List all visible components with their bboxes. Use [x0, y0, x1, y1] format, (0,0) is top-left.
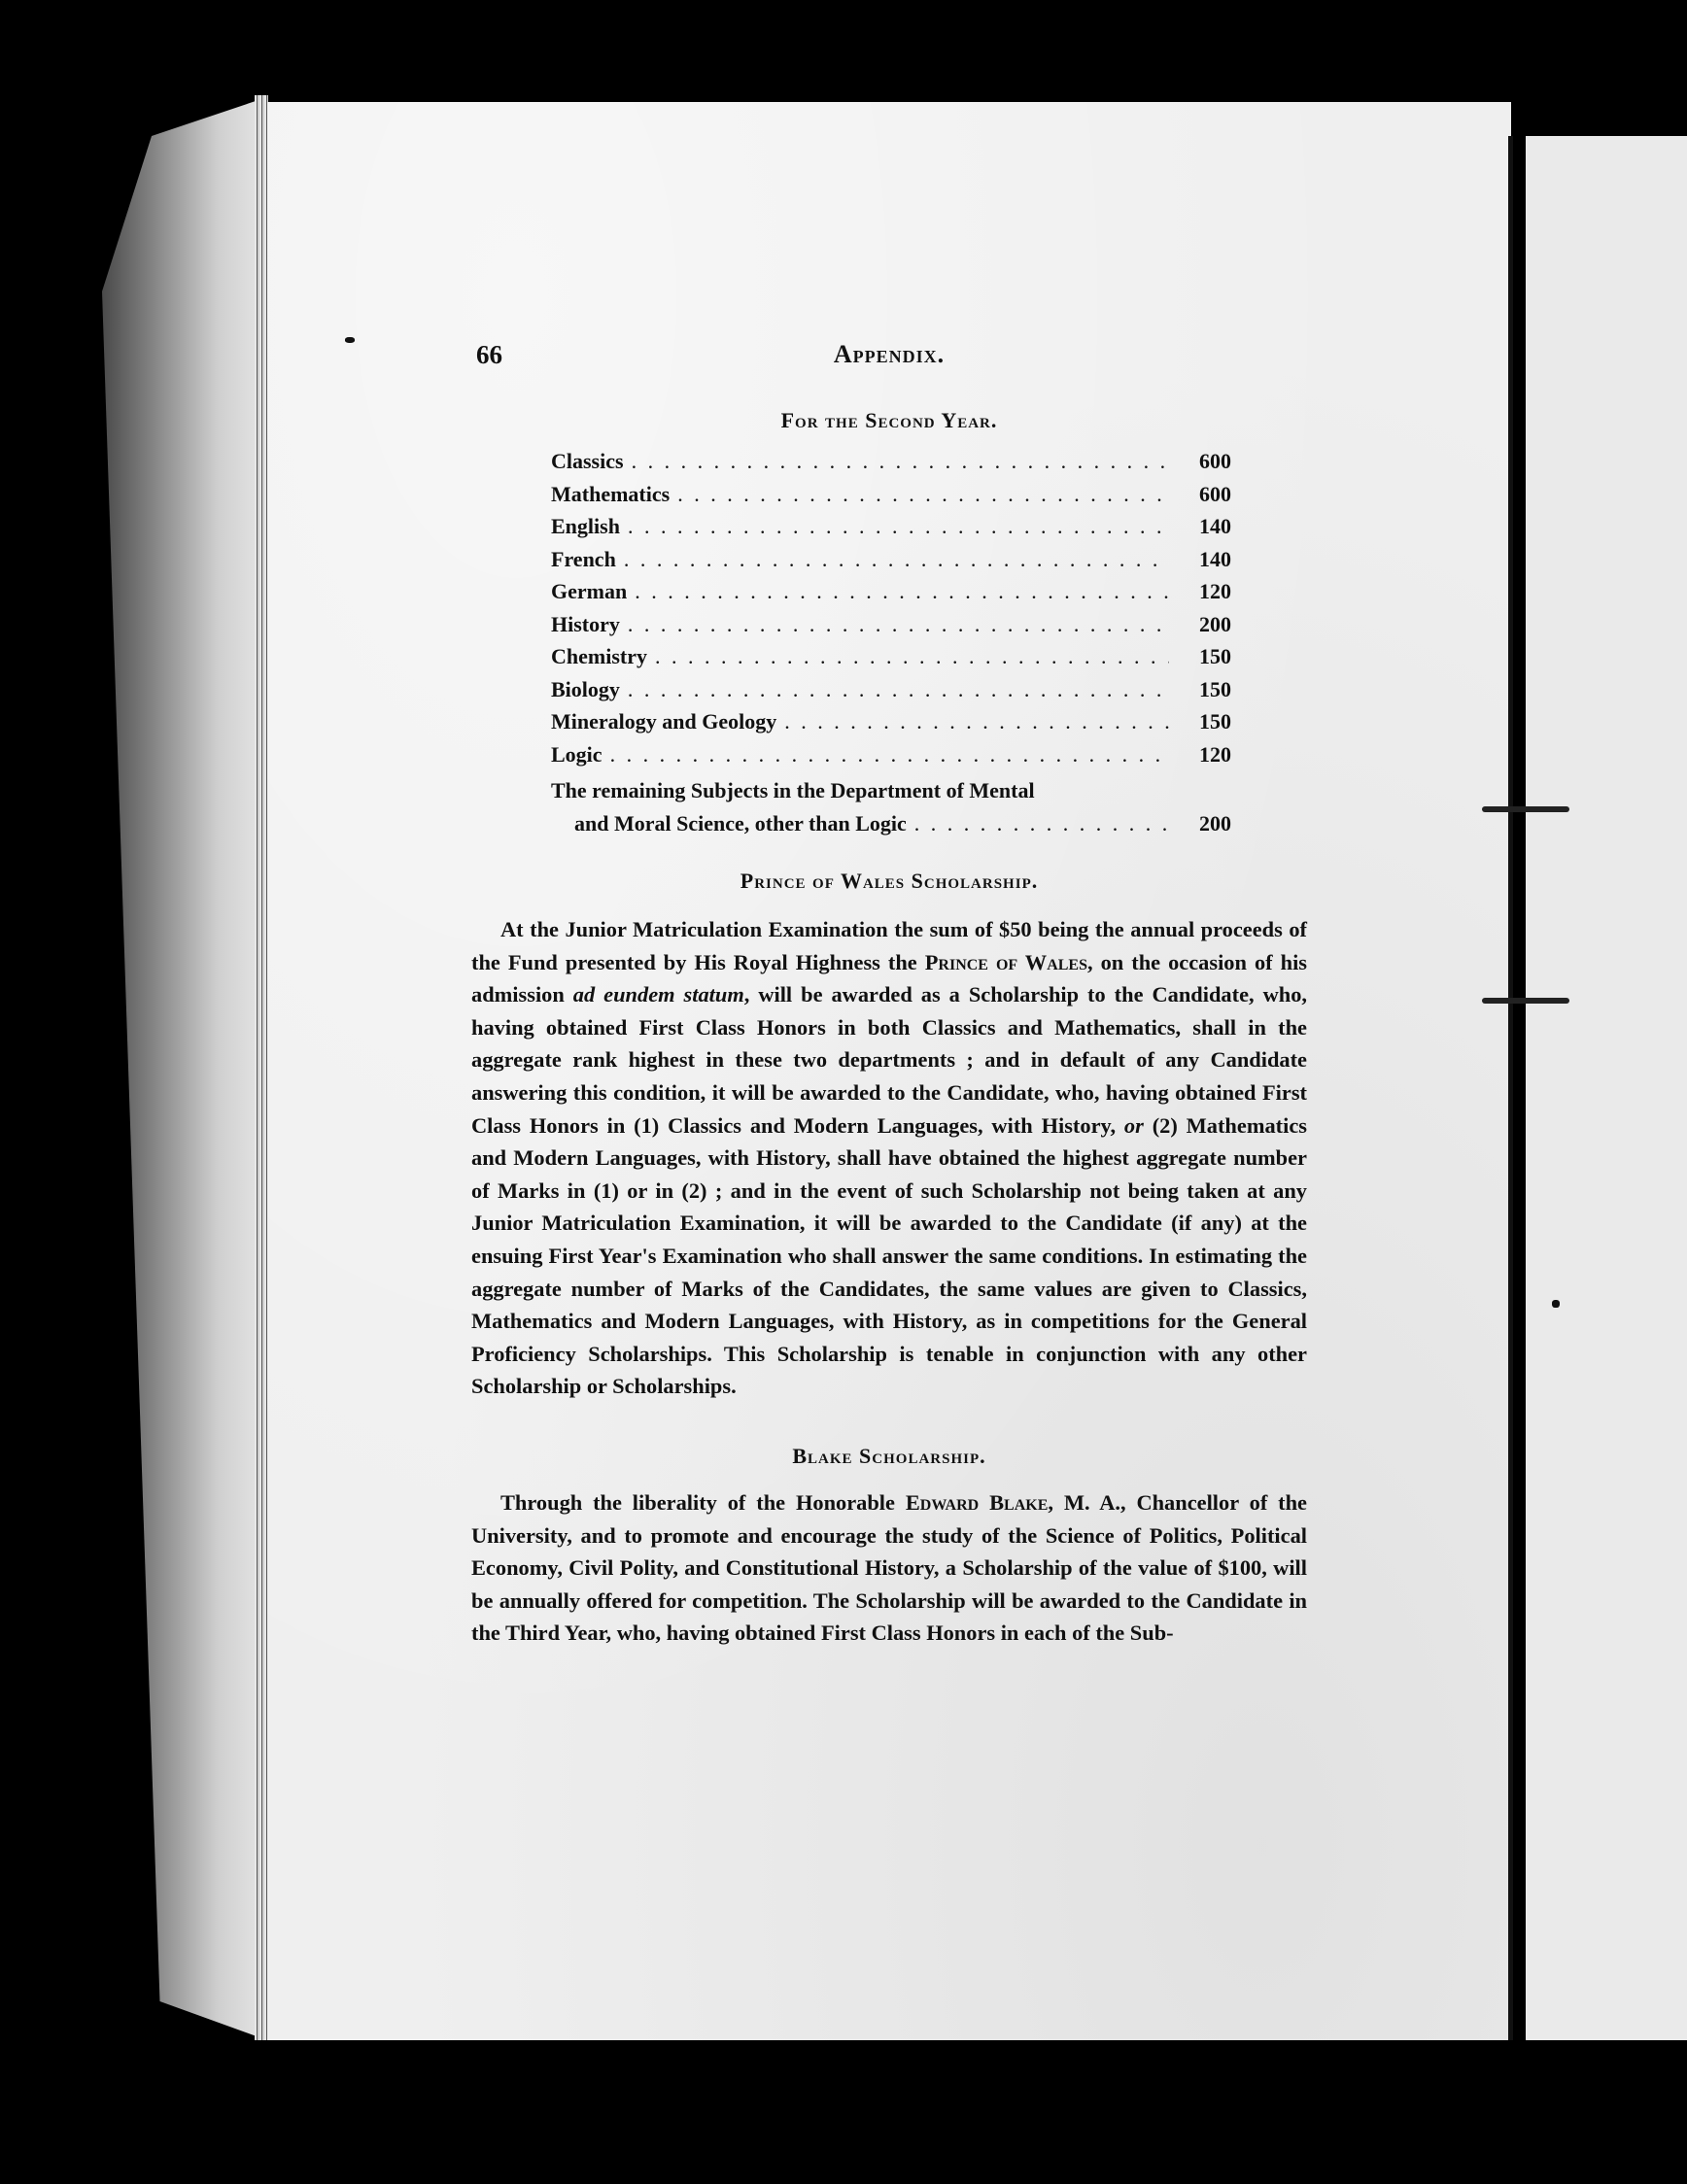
marks-row: [551, 514, 1231, 547]
marks-value: 200: [1199, 611, 1231, 636]
marks-value: 200: [1199, 810, 1231, 836]
blake-name: Edward Blake: [905, 1489, 1049, 1515]
or-word: or: [1123, 1112, 1144, 1138]
page-gutter: [1508, 136, 1513, 2040]
text-run: At the Junior Matriculation Examination the sum of $50 being the annual proceeds of the Fund presented by His Royal Highness the: [471, 917, 1307, 974]
marks-row-mental-science: [551, 774, 1231, 839]
second-year-heading: For the Second Year.: [780, 408, 998, 432]
ink-speck: [1552, 1300, 1560, 1308]
marks-row: [551, 677, 1231, 710]
dot-leader: [624, 547, 1169, 572]
marks-subject: English: [551, 514, 620, 538]
marks-subject: Logic: [551, 741, 602, 767]
dot-leader: [677, 482, 1169, 507]
marks-row: [551, 644, 1231, 677]
page-number: 66: [476, 340, 502, 369]
marks-value: 120: [1199, 579, 1231, 603]
dot-leader: [628, 514, 1169, 539]
text-run: , M. A., Chancellor of the University, and to promote and encourage the study of the Science of Politics, Political Economy, Civil Polity, and Constitutional History, a Scholarship of the value of $100, will be annually offered for competition. The Scholarship will be awarded to the Candidate in the Third Year, who, having obtained First Class Honors in each of the Sub-: [471, 1489, 1307, 1646]
second-year-marks-table: [551, 449, 1231, 839]
marks-value: 140: [1199, 546, 1231, 571]
dot-leader: [628, 612, 1169, 637]
blake-heading: Blake Scholarship.: [792, 1443, 986, 1468]
dot-leader: [610, 742, 1169, 768]
marks-value: 120: [1199, 741, 1231, 767]
marks-row: [551, 449, 1231, 482]
marks-subject: History: [551, 611, 620, 636]
dot-leader: [655, 644, 1169, 669]
marks-subject: French: [551, 546, 616, 571]
marks-row-line2: [551, 807, 1231, 840]
marks-subject: Chemistry: [551, 644, 647, 668]
binding-clip-mark: [1482, 998, 1569, 1004]
dot-leader: [632, 449, 1169, 474]
prince-of-wales-paragraph: [471, 913, 1307, 1403]
ink-speck: [345, 337, 355, 343]
latin-phrase: ad eundem statum: [572, 982, 744, 1007]
marks-subject: German: [551, 579, 628, 603]
marks-value: 140: [1199, 514, 1231, 538]
marks-value: 600: [1199, 481, 1231, 506]
dot-leader: [914, 807, 1169, 840]
marks-row: [551, 547, 1231, 580]
marks-row-wrap: [551, 774, 1231, 839]
marks-subject: Mineralogy and Geology: [551, 709, 777, 734]
dot-leader: [635, 579, 1169, 604]
text-run: Through the liberality of the Honorable: [500, 1489, 906, 1515]
running-title: Appendix.: [833, 340, 946, 368]
dot-leader: [628, 677, 1169, 702]
marks-subject: Biology: [551, 676, 620, 701]
running-head: [471, 340, 1307, 389]
prince-name: Prince of Wales: [924, 949, 1087, 974]
text-run: , on the occasion of his admission: [471, 949, 1308, 1007]
prince-of-wales-heading: Prince of Wales Scholarship.: [740, 869, 1039, 893]
marks-row: [551, 612, 1231, 645]
marks-subject-line1: The remaining Subjects in the Department of Mental: [551, 778, 1035, 802]
text-run: , will be awarded as a Scholarship to the Candidate, who, having obtained First Class Honors in both Classics and Mathematics, shall in the aggregate rank highest in these two departments ; and in default of any Candidate answering this condition, it will be awarded to the Candidate, who, having obtained First Class Honors in (1) Classics and Modern Languages, with History,: [471, 982, 1307, 1138]
text-run: (2) Mathematics and Modern Languages, with History, shall have obtained the highest aggregate number of Marks in (1) or in (2) ; and in the event of such Scholarship not being taken at any Junior Matriculation Examination, it will be awarded to the Candidate (if any) at the ensuing First Year's Examination who shall answer the same conditions. In estimating the aggregate number of Marks of the Candidates, the same values are given to Classics, Mathematics and Modern Languages, with History, as in competitions for the General Proficiency Scholarships. This Scholarship is tenable in conjunction with any other Scholarship or Scholarships.: [471, 1112, 1307, 1399]
marks-row: [551, 482, 1231, 515]
marks-subject: Mathematics: [551, 481, 671, 506]
marks-row: [551, 742, 1231, 775]
marks-row: [551, 579, 1231, 612]
facing-page-edge: [1526, 136, 1687, 2040]
page-stack: [255, 95, 268, 2040]
binding-clip-mark: [1482, 806, 1569, 812]
dot-leader: [784, 709, 1169, 734]
marks-value: 150: [1199, 644, 1231, 668]
page-content: [471, 340, 1307, 1650]
blake-paragraph: [471, 1486, 1307, 1650]
marks-subject: Classics: [551, 449, 624, 473]
marks-value: 600: [1199, 449, 1231, 473]
marks-subject-line2: and Moral Science, other than Logic: [574, 810, 907, 836]
marks-value: 150: [1199, 709, 1231, 734]
marks-row: [551, 709, 1231, 742]
marks-value: 150: [1199, 676, 1231, 701]
